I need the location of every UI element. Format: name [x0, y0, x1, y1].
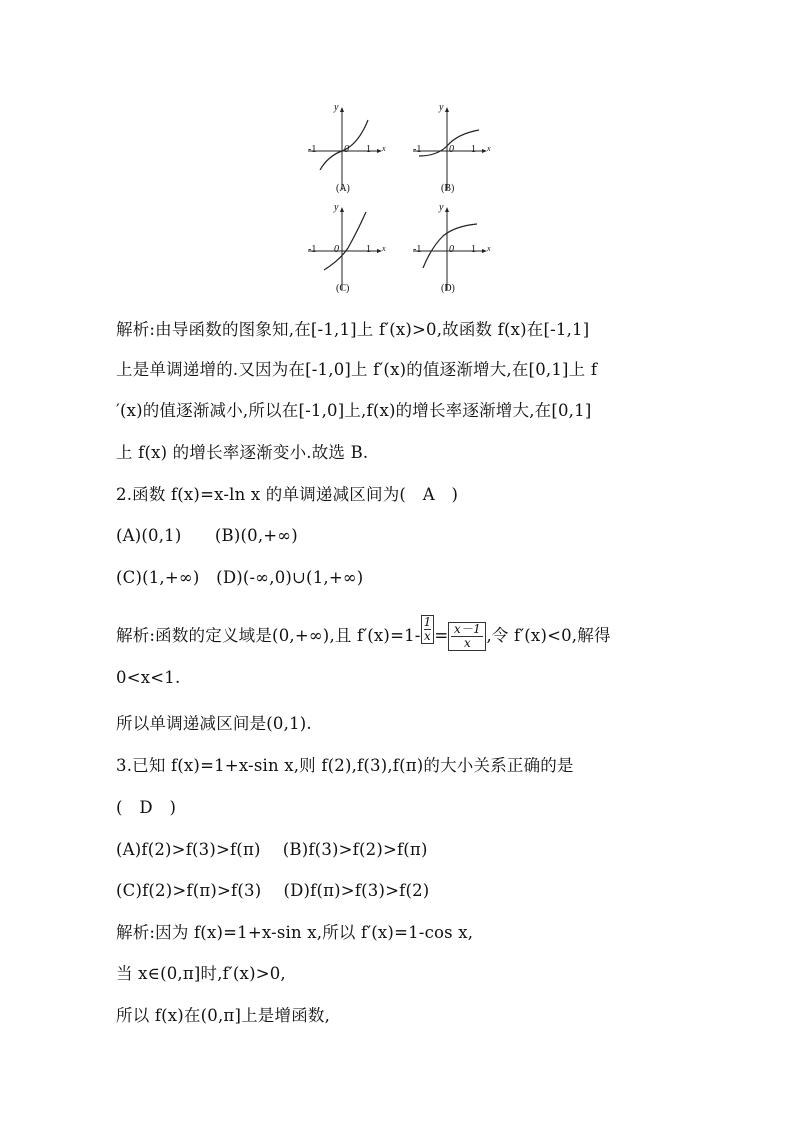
graph-c-origin: 0	[334, 244, 339, 255]
graph-d-y-label: y	[439, 202, 444, 213]
graph-a-caption: (A)	[336, 183, 350, 194]
graph-c	[300, 200, 390, 300]
q1-solution-line-4: 上 f(x) 的增长率逐渐变小.故选 B.	[116, 443, 369, 462]
graph-b-x-label: x	[487, 144, 491, 153]
equals-sign: =	[434, 626, 449, 645]
graph-a-x-label: x	[382, 144, 386, 153]
graph-a	[300, 100, 390, 200]
q2-solution-text-b: ,令 f′(x)<0,解得	[486, 626, 611, 645]
q2-question: 2.函数 f(x)=x-ln x 的单调递减区间为( A )	[116, 485, 459, 504]
graph-b-pos-tick: 1	[471, 144, 476, 155]
graph-b-origin: 0	[449, 144, 454, 155]
q3-solution-line-2: 当 x∈(0,π]时,f′(x)>0,	[116, 964, 286, 983]
graph-c-y-label: y	[334, 202, 339, 213]
fraction-2-numerator: x－1	[451, 623, 483, 637]
graph-d-pos-tick: 1	[471, 244, 476, 255]
q3-options-row-1: (A)f(2)>f(3)>f(π) (B)f(3)>f(2)>f(π)	[116, 840, 428, 859]
q2-solution-line-2: 0<x<1.	[116, 668, 181, 687]
fraction-x-minus-1-over-x	[448, 622, 486, 651]
fraction-1-denominator: x	[424, 629, 431, 643]
graph-b-y-label: y	[439, 102, 444, 113]
graph-c-x-label: x	[382, 244, 386, 253]
q2-solution-line-3: 所以单调递减区间是(0,1).	[116, 714, 312, 733]
q3-answer: ( D )	[116, 798, 177, 817]
q1-solution-line-1: 解析:由导函数的图象知,在[-1,1]上 f′(x)>0,故函数 f(x)在[-1,1]	[116, 320, 590, 339]
graph-b-caption: (B)	[441, 183, 455, 194]
q2-options-row-2: (C)(1,+∞) (D)(-∞,0)∪(1,+∞)	[116, 568, 364, 587]
q3-solution-line-3: 所以 f(x)在(0,π]上是增函数,	[116, 1006, 331, 1025]
graph-a-pos-tick: 1	[366, 144, 371, 155]
graph-a-neg-tick: -1	[308, 144, 317, 155]
fraction-1-numerator: 1	[423, 615, 432, 629]
q2-options-row-1: (A)(0,1) (B)(0,+∞)	[116, 526, 298, 545]
q3-solution-line-1: 解析:因为 f(x)=1+x-sin x,所以 f′(x)=1-cos x,	[116, 923, 474, 942]
q1-solution-line-3: ′(x)的值逐渐减小,所以在[-1,0]上,f(x)的增长率逐渐增大,在[0,1]	[116, 401, 592, 420]
q2-solution-line-1	[116, 615, 611, 651]
q1-solution-line-2: 上是单调递增的.又因为在[-1,0]上 f′(x)的值逐渐增大,在[0,1]上 f	[116, 360, 598, 379]
graph-d	[405, 200, 495, 300]
graph-d-origin: 0	[449, 244, 454, 255]
graph-b	[405, 100, 495, 200]
q3-question: 3.已知 f(x)=1+x-sin x,则 f(2),f(3),f(π)的大小关系正确的是	[116, 756, 574, 775]
graph-c-caption: (C)	[336, 283, 350, 294]
graph-c-pos-tick: 1	[366, 244, 371, 255]
fraction-1-over-x	[421, 615, 435, 644]
graph-b-neg-tick: -1	[413, 144, 422, 155]
q2-solution-text-a: 解析:函数的定义域是(0,+∞),且 f′(x)=1-	[116, 626, 421, 645]
graph-a-origin: 0	[344, 144, 349, 155]
graph-d-caption: (D)	[441, 283, 455, 294]
fraction-2-denominator: x	[463, 636, 471, 650]
graph-a-y-label: y	[334, 102, 339, 113]
graph-d-x-label: x	[487, 244, 491, 253]
q3-options-row-2: (C)f(2)>f(π)>f(3) (D)f(π)>f(3)>f(2)	[116, 881, 430, 900]
graph-c-neg-tick: -1	[308, 244, 317, 255]
graph-d-neg-tick: -1	[413, 244, 422, 255]
